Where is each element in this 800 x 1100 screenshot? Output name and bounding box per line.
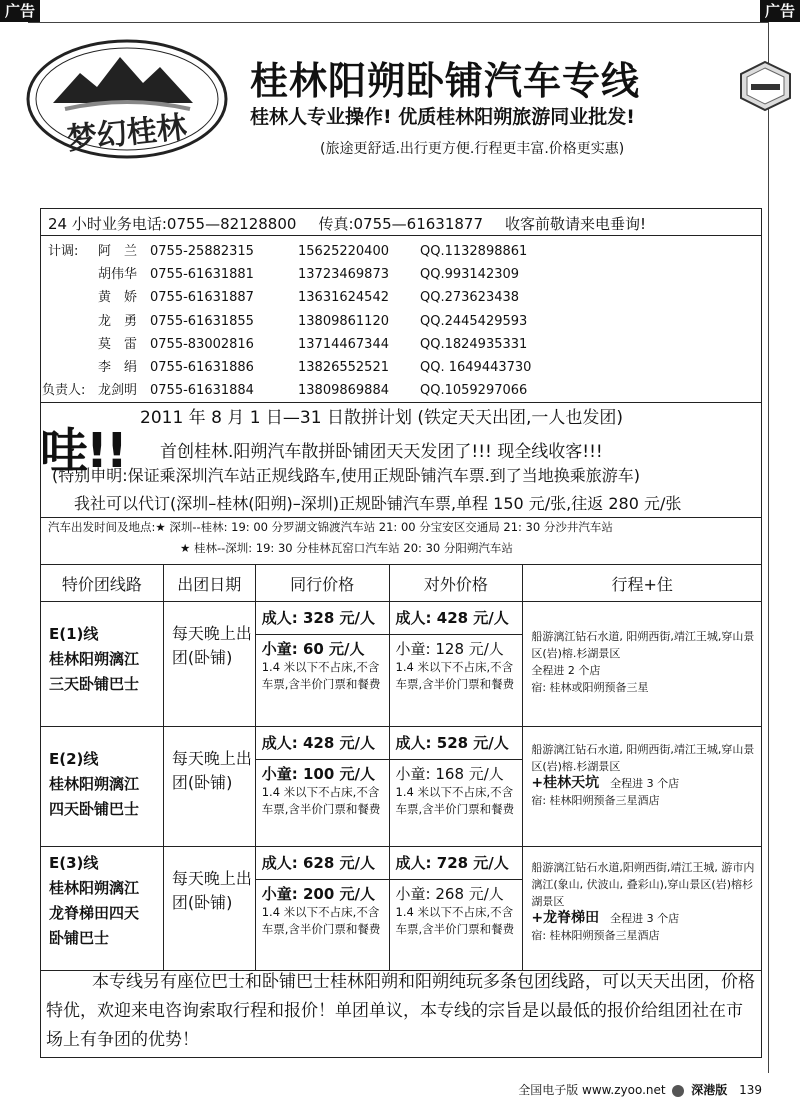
public-child-price: 小童: 168 元/人 <box>395 765 504 783</box>
contact-name: 龙剑明 <box>98 383 138 399</box>
page-footer <box>518 1081 762 1098</box>
footer-logo-icon <box>672 1085 684 1097</box>
itinerary <box>523 847 761 944</box>
itinerary-stay: 宿: 桂林阳朔预备三星酒店 <box>531 794 660 807</box>
itinerary-stay: 宿: 桂林或阳朔预备三星 <box>531 681 649 694</box>
contact-qq: QQ.1059297066 <box>420 383 528 399</box>
ad-label-left: 广告 <box>0 0 40 22</box>
contact-name: 莫 雷 <box>98 336 138 352</box>
contact-mobile: 13714467344 <box>298 336 389 352</box>
contact-qq: QQ.1824935331 <box>420 336 528 352</box>
brand-logo <box>25 35 230 163</box>
divider <box>40 517 762 518</box>
route-table <box>40 564 762 971</box>
contact-mobile: 13723469873 <box>298 267 389 283</box>
peer-adult-price: 成人: 628 元/人 <box>256 847 389 880</box>
footer-note: 本专线另有座位巴士和卧铺巴士桂林阳朔和阳朔纯玩多条包团线路，可以天天出团，价格特优，欢迎来电咨询索取行程和报价！单团单议，本专线的宗旨是以最低的报价给组团社在市场上有争团的优势！ <box>46 972 755 1050</box>
column-header: 对外价格 <box>389 565 523 602</box>
ad-label-right: 广告 <box>760 0 800 22</box>
first-headline: 首创桂林.阳朔汽车散拼卧铺团天天发团了!!! 现全线收客!!! <box>160 442 603 462</box>
contact-name: 黄 娇 <box>98 290 138 306</box>
public-child-price: 小童: 128 元/人 <box>395 640 504 658</box>
child-note: 1.4 米以下不占床,不含车票,含半价门票和餐费 <box>261 785 381 816</box>
contact-mobile: 13826552521 <box>298 359 389 375</box>
contact-tel: 0755-25882315 <box>150 244 254 259</box>
child-note: 1.4 米以下不占床,不含车票,含半价门票和餐费 <box>261 905 381 936</box>
peer-adult-price: 成人: 428 元/人 <box>256 727 389 760</box>
itinerary-text: 船游漓江钻石水道, 阳朔西街,靖江王城,穿山景区(岩)榕.杉湖景区 <box>531 743 755 773</box>
logo-text: 梦幻桂林 <box>65 109 189 158</box>
departure-sz-gl: ★ 深圳--桂林: 19: 00 分罗湖文锦渡汽车站 21: 00 分宝安区交通局 21: 30 分沙井汽车站 <box>155 520 613 534</box>
contact-qq: QQ.1132898861 <box>420 244 528 259</box>
contact-tel: 0755-61631884 <box>150 383 254 399</box>
itinerary <box>523 602 761 696</box>
column-header: 同行价格 <box>255 565 389 602</box>
route-date: 每天晚上出团(卧铺) <box>171 749 252 792</box>
itinerary-shops: 全程进 2 个店 <box>531 664 601 677</box>
page-title: 桂林阳朔卧铺汽车专线 <box>250 59 641 103</box>
route-code: E(1)线 <box>49 625 99 643</box>
public-adult-price: 成人: 428 元/人 <box>390 602 523 635</box>
special-statement: (特别申明:保证乘深圳汽车站正规线路车,使用正规卧铺汽车票.到了当地换乘旅游车) <box>52 466 641 485</box>
contact-qq: QQ.2445429593 <box>420 313 528 329</box>
column-header: 行程+住 <box>523 565 762 602</box>
contact-role: 负责人: <box>42 383 86 399</box>
route-code: E(3)线 <box>49 854 99 872</box>
child-note: 1.4 米以下不占床,不含车票,含半价门票和餐费 <box>261 660 381 691</box>
column-header: 特价团线路 <box>41 565 164 602</box>
contact-name: 李 绢 <box>98 359 138 375</box>
peer-child-price: 小童: 60 元/人 <box>261 640 365 658</box>
itinerary-shops: 全程进 3 个店 <box>610 912 680 925</box>
public-adult-price: 成人: 728 元/人 <box>390 847 523 880</box>
contact-name: 龙 勇 <box>98 313 138 329</box>
hotline-fax: 传真:0755—61631877 <box>318 215 484 233</box>
footer-site: 全国电子版 www.zyoo.net <box>518 1083 666 1097</box>
contact-qq: QQ.993142309 <box>420 267 520 283</box>
contact-mobile: 13809869884 <box>298 383 389 399</box>
itinerary-extra: +龙脊梯田 <box>531 910 600 926</box>
route-name <box>41 847 163 951</box>
contact-mobile: 15625220400 <box>298 244 389 259</box>
contact-tel: 0755-83002816 <box>150 336 254 352</box>
peer-child-price: 小童: 200 元/人 <box>261 885 375 903</box>
route-name-line: 桂林阳朔漓江 <box>49 775 140 793</box>
contact-tel: 0755-61631881 <box>150 267 254 283</box>
route-name-line: 三天卧铺巴士 <box>49 675 140 693</box>
public-child-price: 小童: 268 元/人 <box>395 885 504 903</box>
itinerary-text: 船游漓江钻石水道,阳朔西街,靖江王城, 游市内漓江(象山, 伏波山, 叠彩山),穿山景区(岩)榕杉湖景区 <box>531 861 755 908</box>
contact-qq: QQ.273623438 <box>420 290 520 306</box>
route-name-line: 卧铺巴士 <box>49 929 110 947</box>
contact-tel: 0755-61631886 <box>150 359 254 375</box>
footer-edition: 深港版 <box>691 1083 728 1097</box>
peer-adult-price: 成人: 328 元/人 <box>256 602 389 635</box>
route-name <box>41 602 163 697</box>
table-row <box>41 727 762 847</box>
divider <box>40 235 762 236</box>
page-number: 139 <box>739 1083 762 1097</box>
itinerary-shops: 全程进 3 个店 <box>610 777 680 790</box>
route-date: 每天晚上出团(卧铺) <box>171 624 252 667</box>
contact-tel: 0755-61631855 <box>150 313 254 329</box>
child-note: 1.4 米以下不占床,不含车票,含半价门票和餐费 <box>395 660 515 691</box>
hotline-row <box>48 213 646 234</box>
itinerary-stay: 宿: 桂林阳朔预备三星酒店 <box>531 929 660 942</box>
route-name-line: 龙脊梯田四天 <box>49 904 140 922</box>
route-name-line: 桂林阳朔漓江 <box>49 650 140 668</box>
hotline-phone: 24 小时业务电话:0755—82128800 <box>48 215 297 233</box>
itinerary-extra: +桂林天坑 <box>531 775 600 791</box>
table-row <box>41 847 762 971</box>
child-note: 1.4 米以下不占床,不含车票,含半价门票和餐费 <box>395 905 515 936</box>
departure-gl-sz: ★ 桂林--深圳: 19: 30 分桂林瓦窑口汽车站 20: 30 分阳朔汽车站 <box>180 541 513 555</box>
contact-mobile: 13631624542 <box>298 290 389 306</box>
column-header: 出团日期 <box>163 565 255 602</box>
contact-name: 阿 兰 <box>98 244 138 259</box>
contact-mobile: 13809861120 <box>298 313 389 329</box>
itinerary <box>523 727 761 809</box>
departure-label: 汽车出发时间及地点: <box>48 520 156 534</box>
contact-role: 计调: <box>48 244 79 259</box>
wow-headline: 哇!! <box>40 423 126 479</box>
table-row <box>41 602 762 727</box>
child-note: 1.4 米以下不占床,不含车票,含半价门票和餐费 <box>395 785 515 816</box>
departure-line-2 <box>48 540 513 556</box>
departure-line-1 <box>48 519 613 535</box>
route-name-line: 四天卧铺巴士 <box>49 800 140 818</box>
hotline-note: 收客前敬请来电垂询! <box>505 215 647 233</box>
peer-child-price: 小童: 100 元/人 <box>261 765 375 783</box>
plan-headline: 2011 年 8 月 1 日—31 日散拼计划 (铁定天天出团,一人也发团) <box>140 408 624 428</box>
route-name <box>41 727 163 822</box>
contact-tel: 0755-61631887 <box>150 290 254 306</box>
route-code: E(2)线 <box>49 750 99 768</box>
contact-qq: QQ. 1649443730 <box>420 359 532 375</box>
certification-badge-icon <box>738 60 793 112</box>
page-subtitle: 桂林人专业操作! 优质桂林阳朔旅游同业批发! <box>250 106 635 128</box>
itinerary-text: 船游漓江钻石水道, 阳朔西街,靖江王城,穿山景区(岩)榕.杉湖景区 <box>531 630 755 660</box>
slogan: (旅途更舒适.出行更方便.行程更丰富.价格更实惠) <box>320 141 625 157</box>
contact-name: 胡伟华 <box>98 267 138 283</box>
table-header-row <box>41 565 762 602</box>
public-adult-price: 成人: 528 元/人 <box>390 727 523 760</box>
route-date: 每天晚上出团(卧铺) <box>171 869 252 912</box>
ticket-agent-note: 我社可以代订(深圳–桂林(阳朔)–深圳)正规卧铺汽车票,单程 150 元/张,往返 280 元/张 <box>74 494 682 513</box>
route-name-line: 桂林阳朔漓江 <box>49 879 140 897</box>
